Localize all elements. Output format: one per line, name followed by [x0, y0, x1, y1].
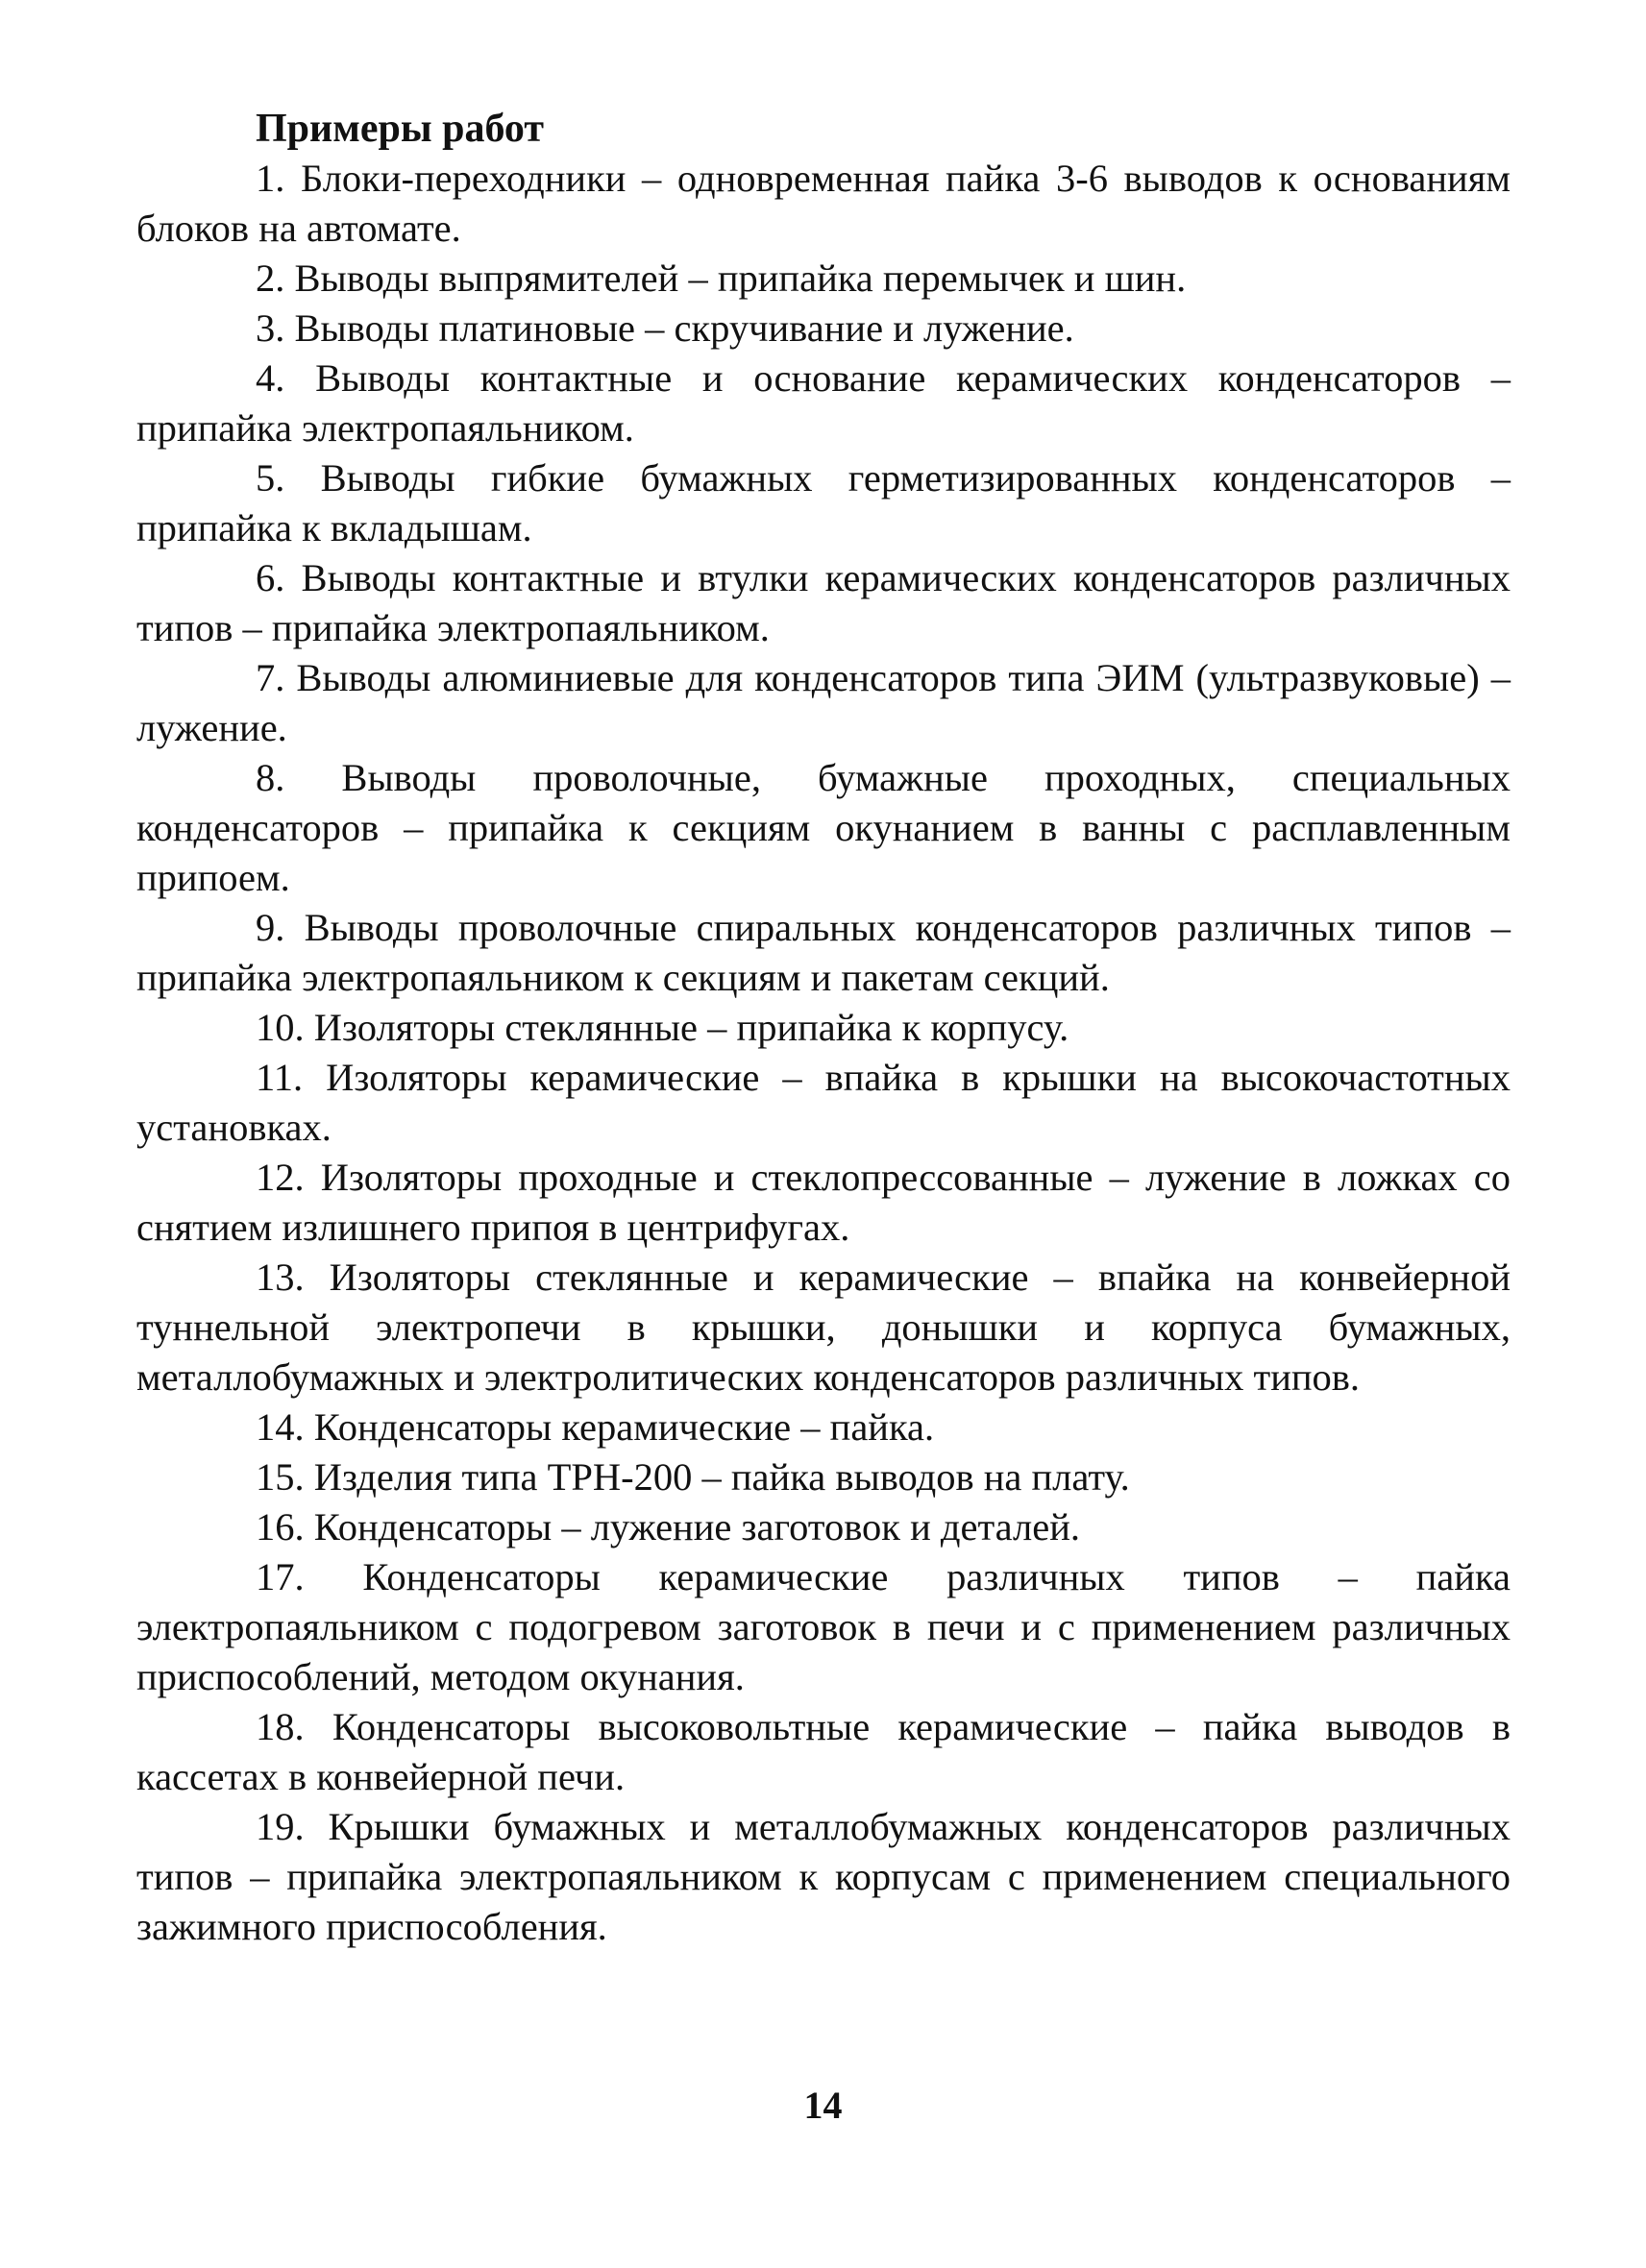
list-item: 17. Конденсаторы керамические различных типов – пайка электропаяльником с подогревом заготовок в печи и с применением различных приспособлений, методом окунания.: [136, 1555, 1511, 1698]
section-heading: Примеры работ: [256, 107, 545, 151]
list-item: 9. Выводы проволочные спиральных конденсаторов различных типов – припайка электропаяльником к секциям и пакетам секций.: [136, 906, 1511, 999]
list-item: 18. Конденсаторы высоковольтные керамические – пайка выводов в кассетах в конвейерной печи.: [136, 1705, 1511, 1798]
list-item: 3. Выводы платиновые – скручивание и лужение.: [256, 306, 1074, 350]
list-item: 12. Изоляторы проходные и стеклопрессованные – лужение в ложках со снятием излишнего припоя в центрифугах.: [136, 1156, 1511, 1249]
list-item: 16. Конденсаторы – лужение заготовок и деталей.: [256, 1505, 1080, 1549]
list-item: 14. Конденсаторы керамические – пайка.: [256, 1405, 935, 1449]
list-item: 5. Выводы гибкие бумажных герметизированных конденсаторов – припайка к вкладышам.: [136, 456, 1511, 549]
list-item: 8. Выводы проволочные, бумажные проходных, специальных конденсаторов – припайка к секциям окунанием в ванны с расплавленным припоем.: [136, 756, 1511, 899]
list-item: 6. Выводы контактные и втулки керамических конденсаторов различных типов – припайка электропаяльником.: [136, 556, 1511, 649]
list-item: 7. Выводы алюминиевые для конденсаторов типа ЭИМ (ультразвуковые) – лужение.: [136, 656, 1511, 749]
list-item: 11. Изоляторы керамические – впайка в крышки на высокочастотных установках.: [136, 1056, 1511, 1149]
list-item: 15. Изделия типа ТРН-200 – пайка выводов на плату.: [256, 1455, 1130, 1499]
page-number: 14: [803, 2084, 843, 2127]
list-item: 13. Изоляторы стеклянные и керамические – впайка на конвейерной туннельной электропечи в крышки, донышки и корпуса бумажных, металлобумажных и электролитических конденсаторов различных типов.: [136, 1256, 1511, 1399]
list-item: 10. Изоляторы стеклянные – припайка к корпусу.: [256, 1006, 1069, 1049]
list-item: 4. Выводы контактные и основание керамических конденсаторов – припайка электропаяльником.: [136, 356, 1511, 450]
list-item: 19. Крышки бумажных и металлобумажных конденсаторов различных типов – припайка электропаяльником к корпусам с применением специального зажимного приспособления.: [136, 1805, 1511, 1948]
list-item: 2. Выводы выпрямителей – припайка перемычек и шин.: [256, 256, 1187, 300]
page-body: [136, 104, 1511, 1952]
list-item: 1. Блоки-переходники – одновременная пайка 3-6 выводов к основаниям блоков на автомате.: [136, 157, 1511, 250]
